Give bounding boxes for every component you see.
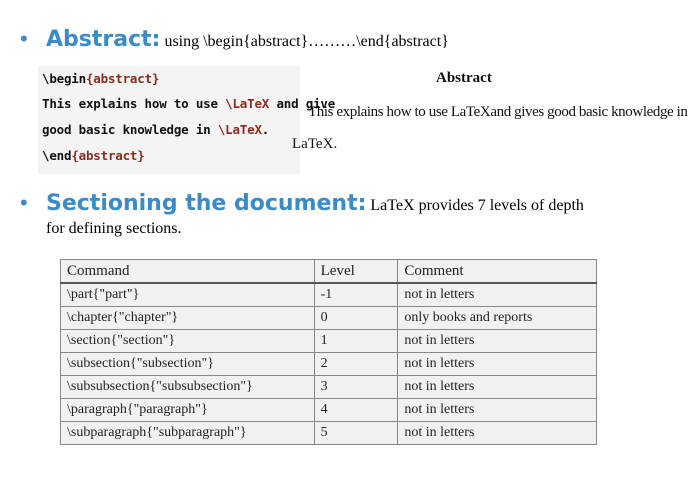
command-cell: \chapter{"chapter"} [61, 307, 315, 330]
comment-cell: not in letters [398, 283, 597, 307]
abstract-heading: Abstract: [46, 27, 161, 52]
code-line-1 [42, 71, 159, 86]
rendered-abstract-line-2 [292, 136, 337, 153]
command-cell: \paragraph{"paragraph"} [61, 399, 315, 422]
code-begin-command: \begin [42, 71, 86, 86]
level-cell: 0 [314, 307, 398, 330]
abstract-description: using \begin{abstract}………\end{abstract} [164, 33, 449, 50]
table-row [61, 399, 597, 422]
rendered-text: This explains how to use [308, 104, 451, 120]
table-row [61, 307, 597, 330]
sectioning-heading: Sectioning the document: [46, 191, 367, 216]
rendered-abstract-title: Abstract [436, 70, 492, 86]
code-line-4 [42, 148, 145, 163]
comment-cell: not in letters [398, 399, 597, 422]
sectioning-levels-table [60, 259, 597, 445]
column-header-comment: Comment [398, 260, 597, 284]
column-header-level: Level [314, 260, 398, 284]
level-cell: 1 [314, 330, 398, 353]
command-cell: \subparagraph{"subparagraph"} [61, 422, 315, 445]
command-cell: \part{"part"} [61, 283, 315, 307]
command-cell: \subsection{"subsection"} [61, 353, 315, 376]
table-header-row [61, 260, 597, 284]
code-latex-command: \LaTeX [225, 96, 270, 111]
column-header-command: Command [61, 260, 315, 284]
command-cell: \section{"section"} [61, 330, 315, 353]
code-end-arg: {abstract} [71, 148, 145, 163]
code-end-command: \end [42, 148, 72, 163]
level-cell: 5 [314, 422, 398, 445]
sectioning-description-continued: for defining sections. [46, 220, 182, 237]
rendered-text: . [333, 136, 338, 152]
code-text: . [261, 122, 270, 137]
code-line-3 [42, 122, 269, 137]
bullet-marker: • [20, 190, 28, 215]
comment-cell: not in letters [398, 376, 597, 399]
code-text: and give [269, 96, 336, 111]
abstract-code-block [38, 66, 336, 174]
table-row [61, 353, 597, 376]
comment-cell: only books and reports [398, 307, 597, 330]
comment-cell: not in letters [398, 422, 597, 445]
latex-logo: LaTeX [450, 104, 491, 120]
rendered-abstract-line-1 [308, 104, 688, 121]
code-latex-command: \LaTeX [217, 122, 262, 137]
table-row [61, 330, 597, 353]
rendered-text: and gives good basic knowledge in [490, 104, 688, 120]
sectioning-description: LaTeX provides 7 levels of depth [370, 197, 584, 214]
command-cell: \subsubsection{"subsubsection"} [61, 376, 315, 399]
rendered-abstract-output [292, 68, 688, 172]
level-cell: 2 [314, 353, 398, 376]
latex-logo: LaTeX [292, 136, 334, 152]
level-cell: 4 [314, 399, 398, 422]
level-cell: 3 [314, 376, 398, 399]
comment-cell: not in letters [398, 353, 597, 376]
code-begin-arg: {abstract} [85, 71, 160, 86]
table-row [61, 283, 597, 307]
sectioning-bullet-row [20, 190, 584, 216]
code-text: good basic knowledge in [42, 122, 218, 137]
abstract-bullet-row [20, 26, 449, 52]
table-row [61, 376, 597, 399]
bullet-marker: • [20, 26, 28, 51]
table-row [61, 422, 597, 445]
code-text: This explains how to use [42, 96, 226, 111]
level-cell: -1 [314, 283, 398, 307]
comment-cell: not in letters [398, 330, 597, 353]
